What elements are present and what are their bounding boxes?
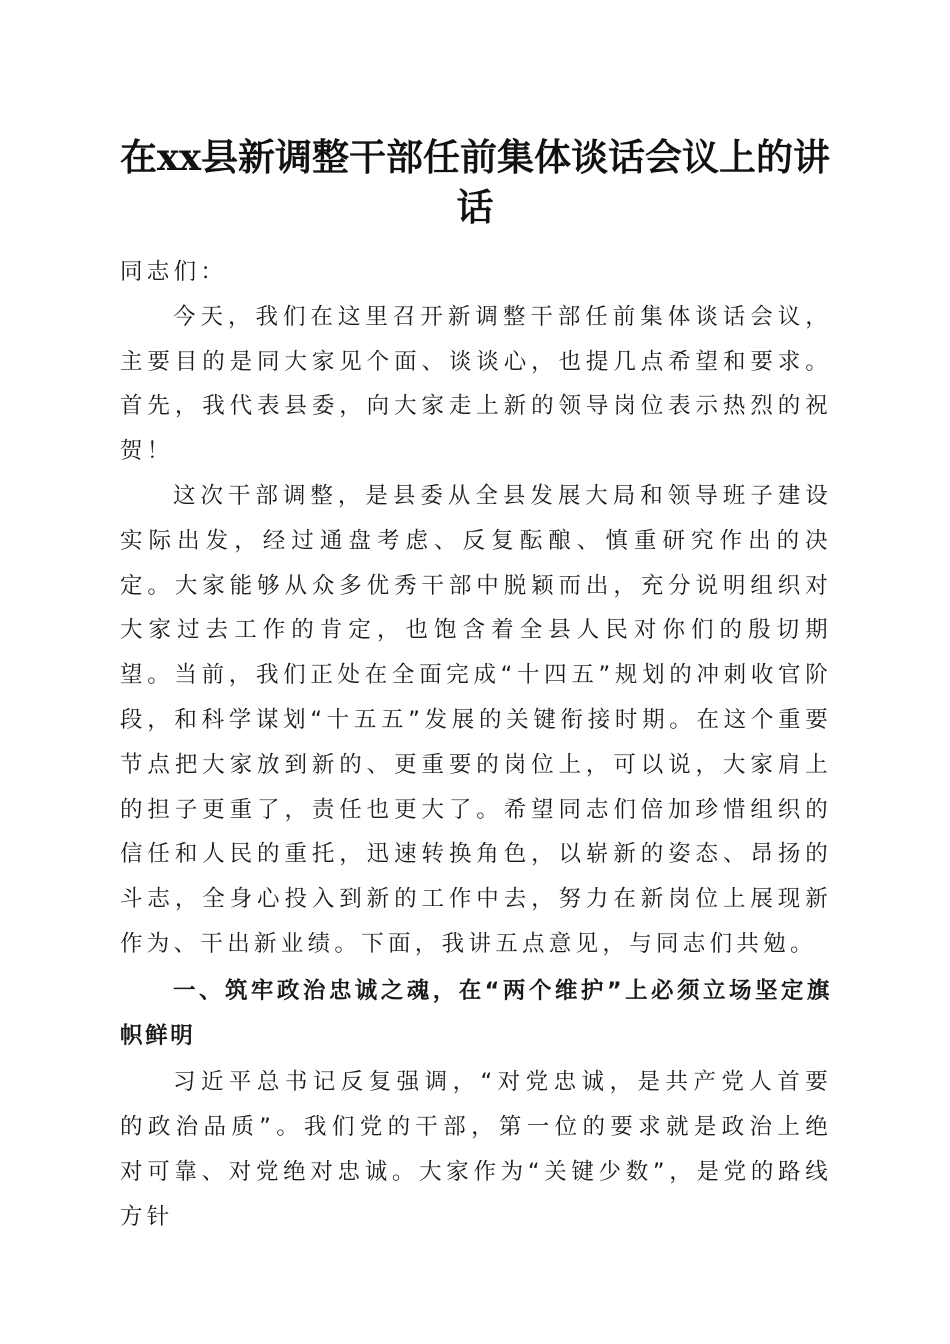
paragraph-intro: 今天，我们在这里召开新调整干部任前集体谈话会议，主要目的是同大家见个面、谈谈心，也提几点希望和要求。首先，我代表县委，向大家走上新的领导岗位表示热烈的祝贺！ — [120, 303, 832, 465]
document-body — [120, 250, 832, 1240]
document-title: 在xx县新调整干部任前集体谈话会议上的讲话 — [119, 135, 831, 229]
section-paragraph: 习近平总书记反复强调，“对党忠诚，是共产党人首要的政治品质”。我们党的干部，第一位的要求就是政治上绝对可靠、对党绝对忠诚。大家作为“关键少数”，是党的路线方针 — [120, 1069, 832, 1230]
section-heading: 一、筑牢政治忠诚之魂，在“两个维护”上必须立场坚定旗帜鲜明 — [120, 977, 832, 1049]
paragraph-adjustment: 这次干部调整，是县委从全县发展大局和领导班子建设实际出发，经过通盘考虑、反复酝酿、慎重研究作出的决定。大家能够从众多优秀干部中脱颖而出，充分说明组织对大家过去工作的肯定，也饱含着全县人民对你们的殷切期望。当前，我们正处在全面完成“十四五”规划的冲刺收官阶段，和科学谋划“十五五”发展的关键衔接时期。在这个重要节点把大家放到新的、更重要的岗位上，可以说，大家肩上的担子更重了，责任也更大了。希望同志们倍加珍惜组织的信任和人民的重托，迅速转换角色，以崭新的姿态、昂扬的斗志，全身心投入到新的工作中去，努力在新岗位上展现新作为、干出新业绩。下面，我讲五点意见，与同志们共勉。 — [120, 482, 832, 957]
salutation: 同志们： — [120, 259, 228, 285]
